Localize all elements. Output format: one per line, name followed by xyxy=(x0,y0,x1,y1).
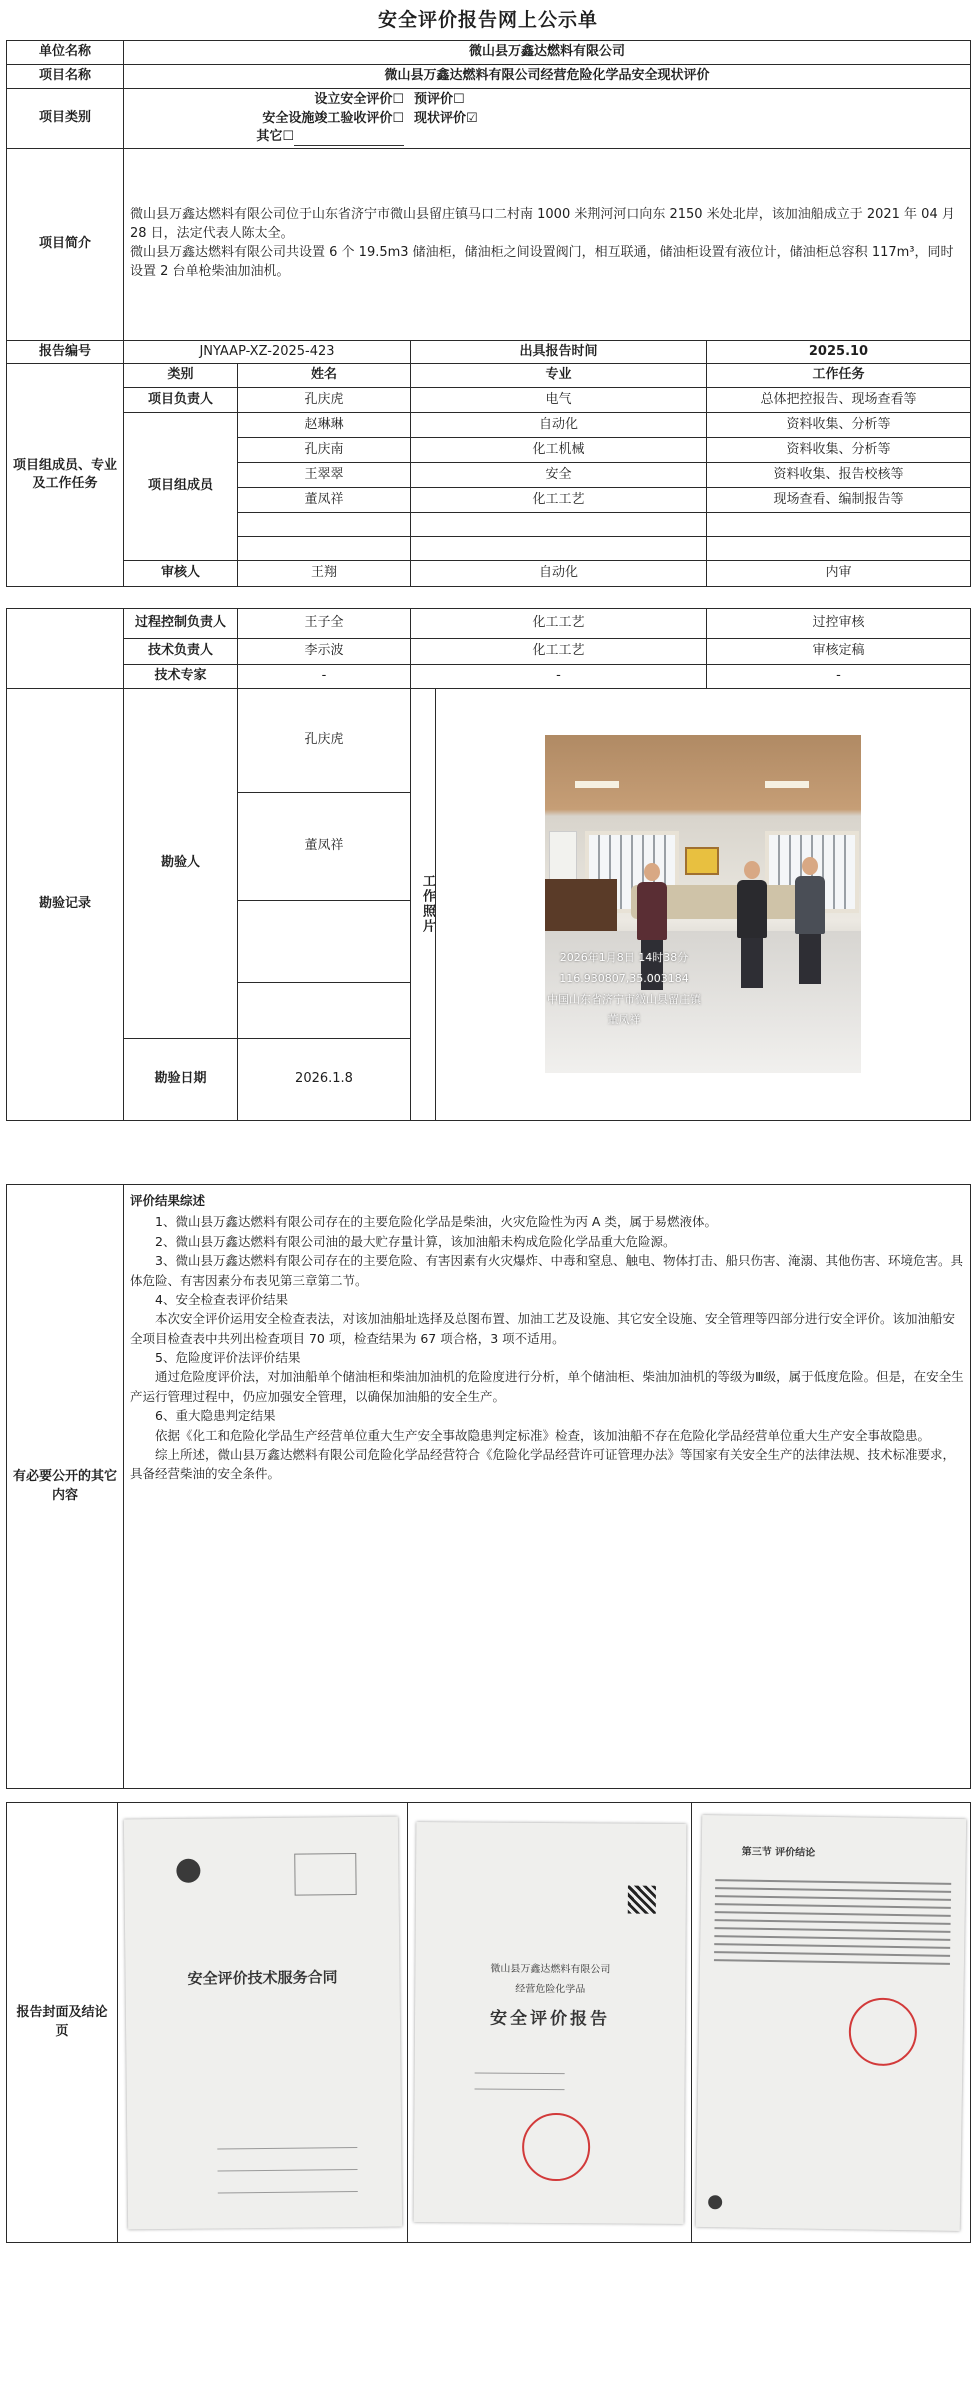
project-intro-label: 项目简介 xyxy=(7,148,124,340)
member-major: 自动化 xyxy=(411,413,707,438)
survey-record-label: 勘验记录 xyxy=(7,688,124,1120)
photo-place: 中国山东省济宁市微山县留庄镇 xyxy=(547,992,701,1006)
result-paragraph: 4、安全检查表评价结果 xyxy=(155,1291,288,1307)
tech-major: 化工工艺 xyxy=(411,639,707,665)
process-task: 过控审核 xyxy=(707,609,971,639)
col-type: 类别 xyxy=(124,364,238,388)
intro-paragraph: 微山县万鑫达燃料有限公司共设置 6 个 19.5m3 储油柜，储油柜之间设置阀门，相互联通，储油柜设置有液位计，储油柜总容积 117m³，同时设置 2 台单枪柴油加油机。 xyxy=(130,245,954,279)
contract-cover-cell xyxy=(118,1803,408,2243)
emblem-icon xyxy=(176,1858,200,1882)
work-photo-label: 工作照片 xyxy=(419,874,435,935)
seal-stamp xyxy=(848,1997,917,2066)
emblem-icon xyxy=(708,2195,722,2209)
seal-stamp xyxy=(521,2112,589,2180)
report-subtitle-1: 微山县万鑫达燃料有限公司 xyxy=(489,1963,610,1975)
contract-cover-image xyxy=(123,1816,401,2229)
empty-cell xyxy=(707,537,971,561)
survey-table xyxy=(6,608,971,1121)
member-name: 孔庆南 xyxy=(238,438,411,463)
member-task: 资料收集、分析等 xyxy=(707,438,971,463)
member-name: 赵琳琳 xyxy=(238,413,411,438)
report-title: 安全评价报告 xyxy=(489,2008,610,2029)
person-figure xyxy=(795,857,825,984)
member-task: 资料收集、分析等 xyxy=(707,413,971,438)
category-other xyxy=(134,128,414,146)
leader-task: 总体把控报告、现场查看等 xyxy=(707,388,971,413)
report-no-value: JNYAAP-XZ-2025-423 xyxy=(124,340,411,364)
category-other-label: 其它☐ xyxy=(256,129,294,145)
result-paragraph: 本次安全评价运用安全检查表法，对该加油船址选择及总图布置、加油工艺及设施、其它安全设施、安全管理等四部分进行安全评价。该加油船安全项目检查表中共列出检查项目 70 项，检查结果为 67 项合格，3 项不适用。 xyxy=(130,1311,956,1346)
reviewer-task: 内审 xyxy=(707,561,971,587)
team-label: 项目组成员、专业及工作任务 xyxy=(7,364,124,587)
member-name: 王翠翠 xyxy=(238,463,411,488)
tech-task: 审核定稿 xyxy=(707,639,971,665)
tech-name: 李示波 xyxy=(238,639,411,665)
report-no-label: 报告编号 xyxy=(7,340,124,364)
member-task xyxy=(707,513,971,537)
work-photo xyxy=(545,735,861,1073)
leader-name: 孔庆虎 xyxy=(238,388,411,413)
photo-watermark xyxy=(547,948,701,1032)
report-cover-cell xyxy=(408,1803,692,2243)
reviewer-label: 审核人 xyxy=(124,561,238,587)
leader-major: 电气 xyxy=(411,388,707,413)
member-major: 安全 xyxy=(411,463,707,488)
report-cover-image xyxy=(413,1822,686,2224)
empty-cell xyxy=(7,609,124,689)
member-task: 资料收集、报告校核等 xyxy=(707,463,971,488)
qr-code-icon xyxy=(627,1885,655,1913)
issue-time-value: 2025.10 xyxy=(707,340,971,364)
work-photo-cell xyxy=(436,688,971,1120)
surveyor-name: 孔庆虎 xyxy=(238,688,411,792)
intro-paragraph: 微山县万鑫达燃料有限公司位于山东省济宁市微山县留庄镇马口二村南 1000 米荆河河口向东 2150 米处北岸，该加油船成立于 2021 年 04 月 28 日，法定代表人陈太全。 xyxy=(130,207,955,242)
results-heading: 评价结果综述 xyxy=(130,1193,206,1208)
person-figure xyxy=(737,861,767,988)
member-name xyxy=(238,513,411,537)
member-major: 化工机械 xyxy=(411,438,707,463)
project-leader-label: 项目负责人 xyxy=(124,388,238,413)
reviewer-major: 自动化 xyxy=(411,561,707,587)
expert-name: - xyxy=(238,665,411,689)
unit-name-label: 单位名称 xyxy=(7,41,124,65)
survey-date-label: 勘验日期 xyxy=(124,1038,238,1120)
result-paragraph: 通过危险度评价法，对加油船单个储油柜和柴油加油机的危险度进行分析，单个储油柜、柴油加油机的等级为Ⅲ级，属于低度危险。但是，在安全生产运行管理过程中，仍应加强安全管理，以确保加油船的安全生产。 xyxy=(130,1369,964,1404)
surveyor-label: 勘验人 xyxy=(124,688,238,1038)
photo-time: 2026年1月8日 14时38分 xyxy=(559,950,689,964)
empty-cell xyxy=(411,537,707,561)
conclusion-page-image xyxy=(696,1814,966,2230)
work-photo-label-cell xyxy=(411,688,436,1120)
expert-task: - xyxy=(707,665,971,689)
project-intro-text xyxy=(124,148,971,340)
surveyor-name: 董凤祥 xyxy=(238,792,411,900)
member-major xyxy=(411,513,707,537)
other-content-table xyxy=(6,1184,971,1789)
survey-date-value: 2026.1.8 xyxy=(238,1038,411,1120)
tech-expert-label: 技术专家 xyxy=(124,665,238,689)
process-controller-label: 过程控制负责人 xyxy=(124,609,238,639)
process-major: 化工工艺 xyxy=(411,609,707,639)
issue-time-label: 出具报告时间 xyxy=(411,340,707,364)
tech-leader-label: 技术负责人 xyxy=(124,639,238,665)
cover-conclusion-label: 报告封面及结论页 xyxy=(7,1803,118,2243)
project-category-options xyxy=(124,89,971,149)
project-name-value: 微山县万鑫达燃料有限公司经营危险化学品安全现状评价 xyxy=(124,65,971,89)
evaluation-results xyxy=(124,1185,971,1789)
surveyor-name xyxy=(238,900,411,982)
category-current: 现状评价☑ xyxy=(414,110,478,126)
reviewer-name: 王翔 xyxy=(238,561,411,587)
report-subtitle-2: 经营危险化学品 xyxy=(514,1983,585,1995)
category-acceptance: 安全设施竣工验收评价☐ xyxy=(262,110,404,126)
surveyor-name xyxy=(238,982,411,1038)
photo-coords: 116.930807,35.003184 xyxy=(559,971,689,985)
category-setup: 设立安全评价☐ xyxy=(314,92,404,107)
conclusion-heading: 第三节 评价结论 xyxy=(741,1846,816,1859)
conclusion-page-cell xyxy=(692,1803,971,2243)
unit-name-value: 微山县万鑫达燃料有限公司 xyxy=(124,41,971,65)
project-category-label: 项目类别 xyxy=(7,89,124,149)
conclusion-text-lines xyxy=(700,1872,965,1970)
expert-major: - xyxy=(411,665,707,689)
result-paragraph: 5、危险度评价法评价结果 xyxy=(155,1350,301,1365)
col-major: 专业 xyxy=(411,364,707,388)
result-paragraph: 2、微山县万鑫达燃料有限公司油的最大贮存量计算，该加油船未构成危险化学品重大危险源。 xyxy=(155,1233,676,1249)
result-paragraph: 6、重大隐患判定结果 xyxy=(155,1408,276,1424)
empty-cell xyxy=(238,537,411,561)
result-paragraph: 综上所述，微山县万鑫达燃料有限公司危险化学品经营符合《危险化学品经营许可证管理办法》等国家有关安全生产的法律法规、技术标准要求，具备经营柴油的安全条件。 xyxy=(130,1446,956,1482)
cover-table xyxy=(6,1802,971,2243)
member-name: 董凤祥 xyxy=(238,488,411,513)
process-name: 王子全 xyxy=(238,609,411,639)
col-task: 工作任务 xyxy=(707,364,971,388)
photo-person: 董凤祥 xyxy=(607,1013,641,1027)
other-public-label: 有必要公开的其它内容 xyxy=(7,1185,124,1789)
project-member-label: 项目组成员 xyxy=(124,413,238,561)
col-name: 姓名 xyxy=(238,364,411,388)
contract-title: 安全评价技术服务合同 xyxy=(186,1967,338,1988)
result-paragraph: 3、微山县万鑫达燃料有限公司存在的主要危险、有害因素有火灾爆炸、中毒和窒息、触电、物体打击、船只伤害、淹溺、其他伤害、环境危害。具体危险、有害因素分布表见第三章第二节。 xyxy=(130,1253,963,1288)
page-title: 安全评价报告网上公示单 xyxy=(377,9,598,31)
project-name-label: 项目名称 xyxy=(7,65,124,89)
category-pre: 预评价☐ xyxy=(414,92,465,107)
result-paragraph: 1、微山县万鑫达燃料有限公司存在的主要危险化学品是柴油，火灾危险性为丙 A 类，属于易燃液体。 xyxy=(155,1214,717,1230)
member-task: 现场查看、编制报告等 xyxy=(707,488,971,513)
result-paragraph: 依据《化工和危险化学品生产经营单位重大生产安全事故隐患判定标准》检查，该加油船不存在危险化学品经营单位重大生产安全事故隐患。 xyxy=(155,1427,931,1443)
member-major: 化工工艺 xyxy=(411,488,707,513)
category-other-blank xyxy=(294,132,404,146)
basic-info-table xyxy=(6,40,971,587)
